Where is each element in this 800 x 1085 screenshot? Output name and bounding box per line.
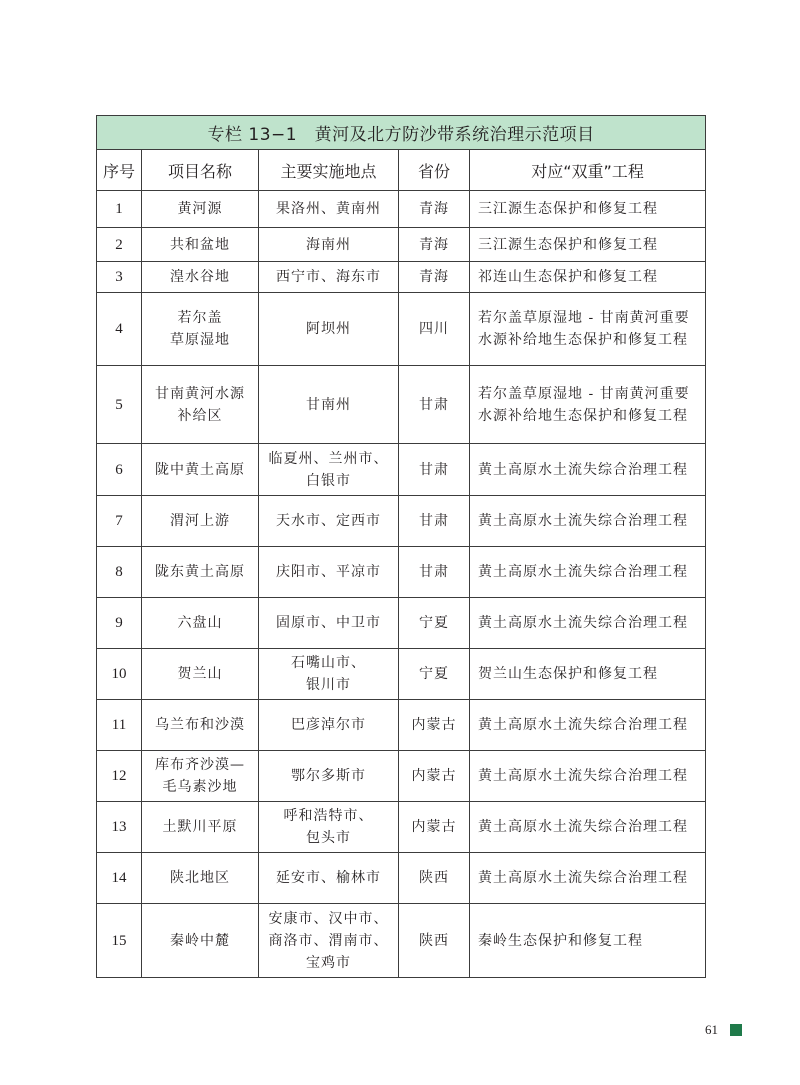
- cell-province: 青海: [399, 228, 470, 262]
- table-row: [97, 700, 706, 751]
- cell-location: 石嘴山市、 银川市: [259, 649, 399, 700]
- cell-seq: 8: [97, 547, 142, 598]
- cell-seq: 1: [97, 191, 142, 228]
- table-row: [97, 751, 706, 802]
- cell-project-name: 乌兰布和沙漠: [142, 700, 259, 751]
- cell-project-name: 湟水谷地: [142, 262, 259, 293]
- cell-seq: 7: [97, 496, 142, 547]
- cell-location: 呼和浩特市、 包头市: [259, 802, 399, 853]
- cell-location: 鄂尔多斯市: [259, 751, 399, 802]
- cell-project-name: 陇东黄土高原: [142, 547, 259, 598]
- cell-project-name: 若尔盖 草原湿地: [142, 293, 259, 366]
- cell-province: 陕西: [399, 904, 470, 978]
- table-row: [97, 262, 706, 293]
- cell-project-name: 土默川平原: [142, 802, 259, 853]
- cell-corresponding-project: 黄土高原水土流失综合治理工程: [470, 853, 706, 904]
- project-table: [96, 115, 706, 978]
- table-row: [97, 228, 706, 262]
- cell-province: 宁夏: [399, 649, 470, 700]
- cell-province: 内蒙古: [399, 751, 470, 802]
- cell-province: 甘肃: [399, 496, 470, 547]
- cell-project-name: 共和盆地: [142, 228, 259, 262]
- project-table-frame: [96, 115, 705, 978]
- cell-project-name: 库布齐沙漠— 毛乌素沙地: [142, 751, 259, 802]
- table-caption: 专栏 13−1 黄河及北方防沙带系统治理示范项目: [97, 116, 706, 150]
- cell-province: 内蒙古: [399, 700, 470, 751]
- table-row: [97, 649, 706, 700]
- table-row: [97, 444, 706, 496]
- cell-corresponding-project: 黄土高原水土流失综合治理工程: [470, 444, 706, 496]
- cell-project-name: 黄河源: [142, 191, 259, 228]
- cell-location: 延安市、榆林市: [259, 853, 399, 904]
- cell-project-name: 渭河上游: [142, 496, 259, 547]
- cell-location: 天水市、定西市: [259, 496, 399, 547]
- cell-location: 海南州: [259, 228, 399, 262]
- header-corresponding-project: 对应“双重”工程: [470, 150, 706, 191]
- header-location: 主要实施地点: [259, 150, 399, 191]
- table-row: [97, 904, 706, 978]
- cell-seq: 13: [97, 802, 142, 853]
- cell-corresponding-project: 秦岭生态保护和修复工程: [470, 904, 706, 978]
- cell-corresponding-project: 黄土高原水土流失综合治理工程: [470, 496, 706, 547]
- page-number: 61: [705, 1022, 718, 1037]
- table-row: [97, 191, 706, 228]
- header-province: 省份: [399, 150, 470, 191]
- cell-location: 临夏州、兰州市、 白银市: [259, 444, 399, 496]
- cell-province: 甘肃: [399, 547, 470, 598]
- cell-seq: 15: [97, 904, 142, 978]
- cell-province: 青海: [399, 191, 470, 228]
- cell-corresponding-project: 贺兰山生态保护和修复工程: [470, 649, 706, 700]
- cell-corresponding-project: 三江源生态保护和修复工程: [470, 191, 706, 228]
- cell-project-name: 六盘山: [142, 598, 259, 649]
- table-row: [97, 496, 706, 547]
- cell-province: 陕西: [399, 853, 470, 904]
- cell-seq: 10: [97, 649, 142, 700]
- cell-seq: 2: [97, 228, 142, 262]
- table-row: [97, 802, 706, 853]
- cell-location: 庆阳市、平凉市: [259, 547, 399, 598]
- cell-seq: 5: [97, 366, 142, 444]
- cell-corresponding-project: 祁连山生态保护和修复工程: [470, 262, 706, 293]
- cell-location: 巴彦淖尔市: [259, 700, 399, 751]
- cell-province: 青海: [399, 262, 470, 293]
- cell-seq: 11: [97, 700, 142, 751]
- cell-location: 固原市、中卫市: [259, 598, 399, 649]
- cell-project-name: 甘南黄河水源 补给区: [142, 366, 259, 444]
- table-row: [97, 853, 706, 904]
- cell-corresponding-project: 黄土高原水土流失综合治理工程: [470, 802, 706, 853]
- cell-project-name: 贺兰山: [142, 649, 259, 700]
- cell-corresponding-project: 若尔盖草原湿地 - 甘南黄河重要水源补给地生态保护和修复工程: [470, 366, 706, 444]
- table-row: [97, 598, 706, 649]
- table-row: [97, 366, 706, 444]
- cell-corresponding-project: 黄土高原水土流失综合治理工程: [470, 700, 706, 751]
- cell-location: 西宁市、海东市: [259, 262, 399, 293]
- cell-location: 阿坝州: [259, 293, 399, 366]
- cell-seq: 9: [97, 598, 142, 649]
- cell-province: 甘肃: [399, 444, 470, 496]
- cell-corresponding-project: 三江源生态保护和修复工程: [470, 228, 706, 262]
- cell-project-name: 陇中黄土高原: [142, 444, 259, 496]
- table-row: [97, 293, 706, 366]
- cell-province: 宁夏: [399, 598, 470, 649]
- cell-location: 安康市、汉中市、 商洛市、渭南市、 宝鸡市: [259, 904, 399, 978]
- cell-province: 甘肃: [399, 366, 470, 444]
- cell-seq: 3: [97, 262, 142, 293]
- cell-corresponding-project: 黄土高原水土流失综合治理工程: [470, 547, 706, 598]
- header-seq: 序号: [97, 150, 142, 191]
- table-body: [97, 191, 706, 978]
- header-project-name: 项目名称: [142, 150, 259, 191]
- cell-corresponding-project: 若尔盖草原湿地 - 甘南黄河重要水源补给地生态保护和修复工程: [470, 293, 706, 366]
- cell-corresponding-project: 黄土高原水土流失综合治理工程: [470, 598, 706, 649]
- cell-location: 果洛州、黄南州: [259, 191, 399, 228]
- cell-province: 内蒙古: [399, 802, 470, 853]
- cell-seq: 6: [97, 444, 142, 496]
- cell-corresponding-project: 黄土高原水土流失综合治理工程: [470, 751, 706, 802]
- cell-location: 甘南州: [259, 366, 399, 444]
- cell-seq: 14: [97, 853, 142, 904]
- cell-seq: 4: [97, 293, 142, 366]
- cell-province: 四川: [399, 293, 470, 366]
- table-row: [97, 547, 706, 598]
- page-marker-square: [730, 1024, 742, 1036]
- cell-seq: 12: [97, 751, 142, 802]
- cell-project-name: 陕北地区: [142, 853, 259, 904]
- cell-project-name: 秦岭中麓: [142, 904, 259, 978]
